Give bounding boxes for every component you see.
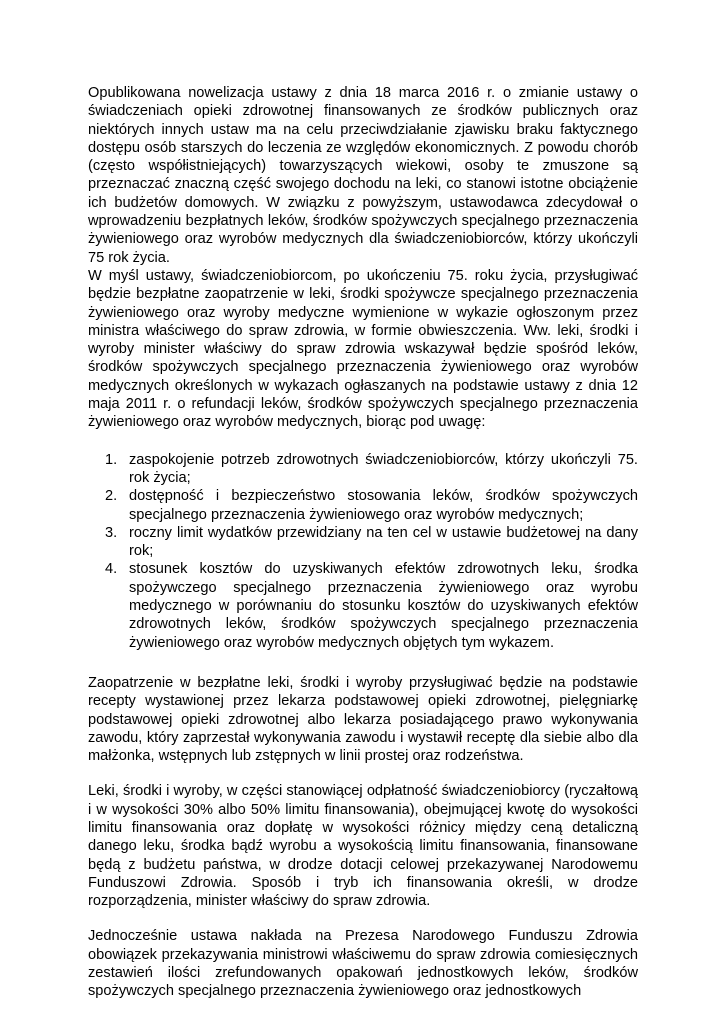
list-item-number: 3. [105, 524, 118, 541]
criteria-list [88, 451, 638, 652]
list-item-number: 2. [105, 488, 118, 505]
body-paragraph-prescription: Zaopatrzenie w bezpłatne leki, środki i wyroby przysługiwać będzie na podstawie recepty wystawionej przez lekarza podstawowej opieki zdrowotnej, pielęgniarkę podstawowej opieki zdrowotnej albo lekarza posiadającego prawo wykonywania zawodu, który zaprzestał wykonywania zawodu i wystawił receptę dla siebie albo dla małżonka, wstępnych lub zstępnych w linii prostej oraz rodzeństwa. [88, 674, 638, 765]
intro-paragraph-2: W myśl ustawy, świadczeniobiorcom, po ukończeniu 75. roku życia, przysługiwać będzie bezpłatne zaopatrzenie w leki, środki spożywcze specjalnego przeznaczenia żywieniowego oraz wyroby medyczne wymienione w wykazie ogłoszonym przez ministra właściwego do spraw zdrowia, w formie obwieszczenia. Ww. leki, środki i wyroby minister właściwy do spraw zdrowia wskazywał będzie spośród leków, środków spożywczych specjalnego przeznaczenia żywieniowego oraz wyrobów medycznych określonych w wykazach ogłaszanych na podstawie ustawy z dnia 12 maja 2011 r. o refundacji leków, środków spożywczych specjalnego przeznaczenia żywieniowego oraz wyrobów medycznych, biorąc pod uwagę: [88, 267, 638, 431]
list-item [88, 524, 638, 561]
intro-paragraph-1: Opublikowana nowelizacja ustawy z dnia 18 marca 2016 r. o zmianie ustawy o świadczeniach opieki zdrowotnej finansowanych ze środków publicznych oraz niektórych innych ustaw ma na celu przeciwdziałanie zjawisku braku faktycznego dostępu osób starszych do leczenia ze względów ekonomicznych. Z powodu chorób (często współistniejących) towarzyszących wiekowi, osoby te zmuszone są przeznaczać znaczną część swojego dochodu na leki, co stanowi istotne obciążenie ich budżetów domowych. W związku z powyższym, ustawodawca zdecydował o wprowadzeniu bezpłatnych leków, środków spożywczych specjalnego przeznaczenia żywieniowego oraz wyrobów medycznych dla świadczeniobiorców, którzy ukończyli 75 rok życia. [88, 85, 638, 266]
list-item-number: 4. [105, 561, 118, 578]
list-item-number: 1. [105, 451, 118, 468]
list-item-text: zaspokojenie potrzeb zdrowotnych świadczeniobiorców, którzy ukończyli 75. rok życia; [129, 451, 638, 486]
body-paragraph-nfz-obligation: Jednocześnie ustawa nakłada na Prezesa Narodowego Funduszu Zdrowia obowiązek przekazywania ministrowi właściwemu do spraw zdrowia comiesięcznych zestawień ilości zrefundowanych opakowań jednostkowych leków, środków spożywczych specjalnego przeznaczenia żywieniowego oraz jednostkowych [88, 928, 638, 1000]
list-item [88, 560, 638, 651]
list-item [88, 487, 638, 524]
list-item-text: dostępność i bezpieczeństwo stosowania leków, środków spożywczych specjalnego przeznaczenia żywieniowego oraz wyrobów medycznych; [129, 488, 638, 523]
list-item-text: stosunek kosztów do uzyskiwanych efektów zdrowotnych leku, środka spożywczego specjalnego przeznaczenia żywieniowego oraz wyrobu medycznego w porównaniu do stosunku kosztów do uzyskiwanych efektów zdrowotnych leków, środków spożywczych specjalnego przeznaczenia żywieniowego oraz wyrobów medycznych objętych tym wykazem. [129, 561, 638, 651]
list-item-text: roczny limit wydatków przewidziany na ten cel w ustawie budżetowej na dany rok; [129, 524, 638, 560]
body-paragraph-financing: Leki, środki i wyroby, w części stanowiącej odpłatność świadczeniobiorcy (ryczałtową i w wysokości 30% albo 50% limitu finansowania), obejmującej kwotę do wysokości limitu finansowania oraz dopłatę w wysokości różnicy między ceną detaliczną danego leku, środka bądź wyrobu a wysokością limitu finansowania, finansowane będą z budżetu państwa, w drodze dotacji celowej przekazywanej Narodowemu Funduszowi Zdrowia. Sposób i tryb ich finansowania określi, w drodze rozporządzenia, minister właściwy do spraw zdrowia. [88, 783, 638, 910]
document-page [88, 84, 638, 1001]
list-item [88, 451, 638, 488]
